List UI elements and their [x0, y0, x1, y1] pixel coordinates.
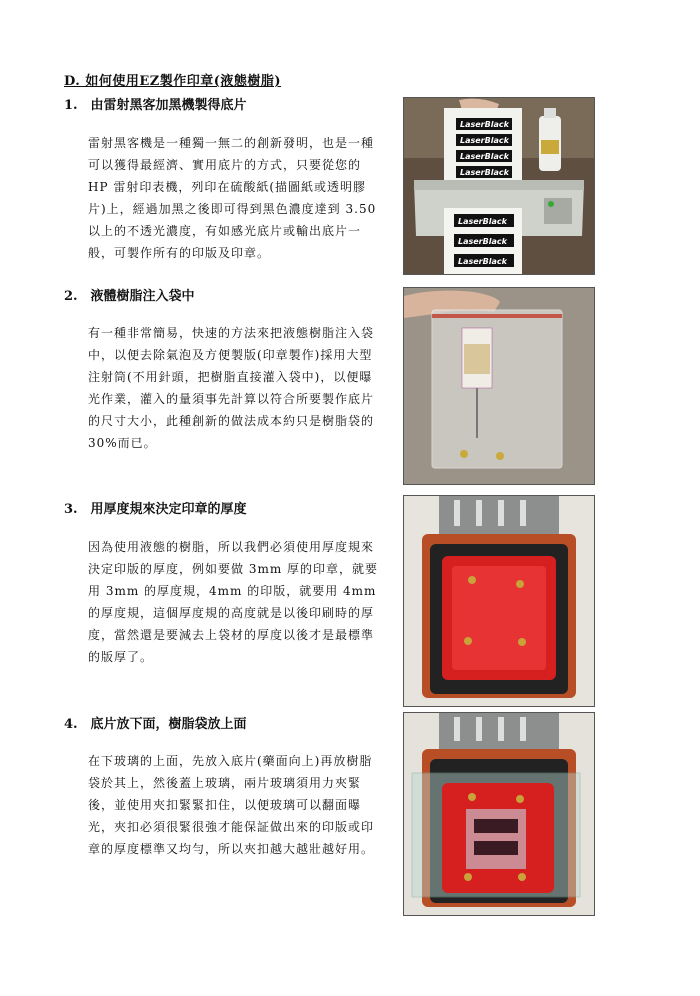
photo-laserblack-printer	[403, 97, 595, 275]
laserblack-label: LaserBlack	[460, 136, 509, 145]
section-title: D. 如何使用EZ製作印章(液態樹脂)	[64, 74, 282, 89]
section-3-body: 因為使用液態的樹脂，所以我們必須使用厚度規來決定印版的厚度，例如要做 3mm 厚的印章，就要用 3mm 的厚度規，4mm 的印版，就要用 4mm 的厚度規，這個厚度規的高度就是以後印刷時的厚度，當然還是要減去上袋材的厚度以後才是最標準的版厚了。	[88, 540, 379, 664]
section-2-number: 2.	[64, 289, 78, 304]
photo-thickness-gauge-tray	[403, 495, 595, 707]
section-4-heading	[64, 713, 247, 732]
photo-film-resin-glass	[403, 712, 595, 916]
section-4-number: 4.	[64, 717, 78, 732]
section-2-title: 液體樹脂注入袋中	[90, 289, 195, 304]
section-1-title: 由雷射黑客加黑機製得底片	[90, 98, 247, 113]
laserblack-label: LaserBlack	[458, 257, 507, 266]
section-4-body: 在下玻璃的上面，先放入底片(藥面向上)再放樹脂袋於其上，然後蓋上玻璃，兩片玻璃須用力夾緊後，並使用夾扣緊緊扣住，以便玻璃可以翻面曝光，夾扣必須很緊很強才能保証做出來的印版或印章的厚度標準又均勻，所以夾扣越大越壯越好用。	[88, 754, 375, 856]
section-2-body: 有一種非常簡易，快速的方法來把液態樹脂注入袋中，以便去除氣泡及方便製版(印章製作)採用大型注射筒(不用針頭，把樹脂直接灌入袋中)，以便曝光作業，灌入的量須事先計算以符合所要製作底片的尺寸大小，此種創新的做法成本約只是樹脂袋的 30%而已。	[88, 326, 375, 450]
section-1-body: 雷射黑客機是一種獨一無二的創新發明，也是一種可以獲得最經濟、實用底片的方式，只要從您的 HP 雷射印表機，列印在硫酸紙(描圖紙或透明膠片)上，經過加黑之後即可得到黑色濃度達到 3.50 以上的不透光濃度，有如感光底片或輸出底片一般，可製作所有的印版及印章。	[88, 136, 377, 260]
section-2-heading	[64, 285, 195, 304]
section-4-title: 底片放下面，樹脂袋放上面	[90, 717, 247, 732]
laserblack-label: LaserBlack	[460, 120, 509, 129]
laserblack-label: LaserBlack	[460, 152, 509, 161]
section-1-number: 1.	[64, 98, 78, 113]
section-3-title: 用厚度規來決定印章的厚度	[90, 502, 247, 517]
section-1-heading	[64, 94, 247, 113]
photo-resin-syringe-bag	[403, 287, 595, 485]
laserblack-label: LaserBlack	[458, 237, 507, 246]
section-3-number: 3.	[64, 502, 78, 517]
section-3-heading	[64, 498, 247, 517]
laserblack-label: LaserBlack	[458, 217, 507, 226]
laserblack-label: LaserBlack	[460, 168, 509, 177]
